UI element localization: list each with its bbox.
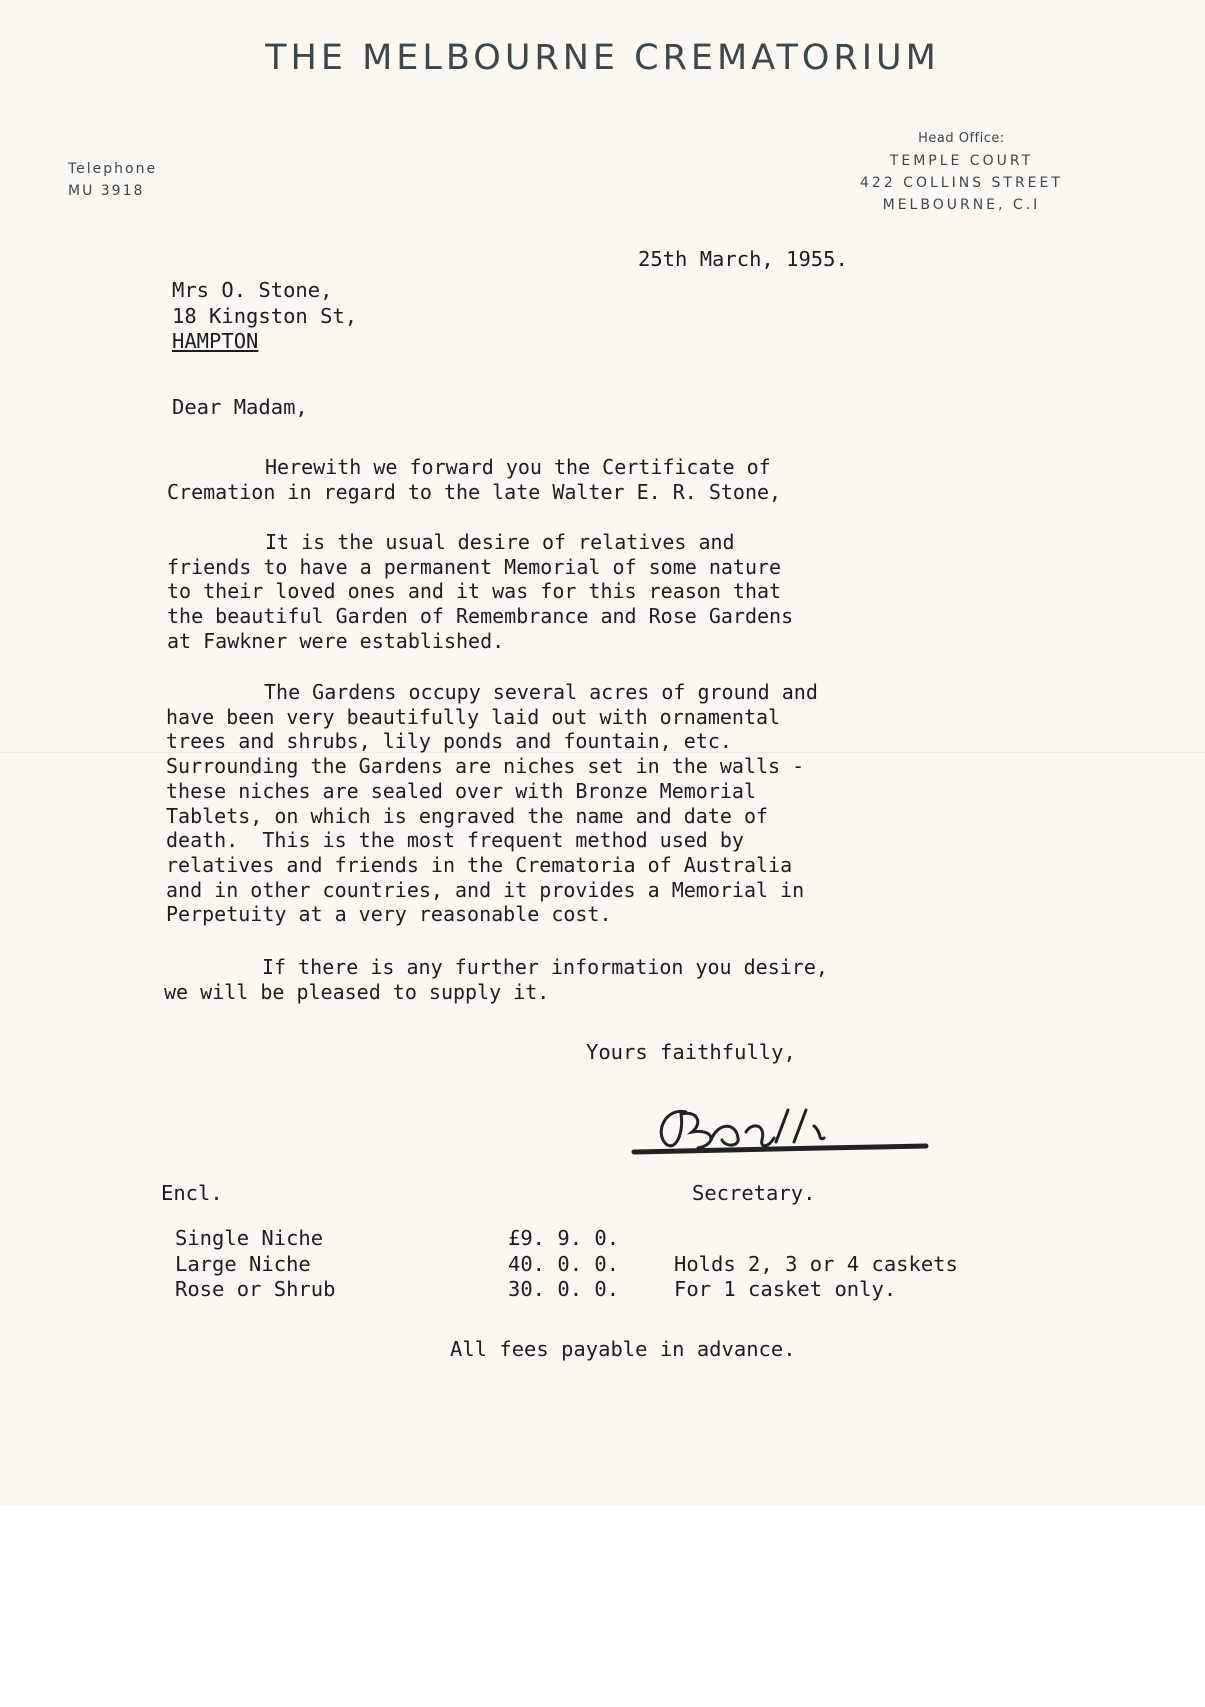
enclosure-label: Encl. <box>161 1181 223 1205</box>
paragraph-line: to their loved ones and it was for this reason that <box>167 579 782 604</box>
paragraph-line: have been very beautifully laid out with ornamental <box>166 704 781 729</box>
body-paragraph-4 <box>164 955 828 1004</box>
body-paragraph-1 <box>167 455 781 504</box>
paragraph-line: Cremation in regard to the late Walter E. R. Stone, <box>167 479 782 504</box>
fee-row <box>175 1252 958 1278</box>
fee-row <box>175 1277 958 1303</box>
paragraph-line: The Gardens occupy several acres of ground and <box>264 680 818 704</box>
fee-price: £9. 9. 0. <box>508 1226 620 1250</box>
paragraph-line: friends to have a permanent Memorial of some nature <box>167 554 782 579</box>
head-office-line: 422 COLLINS STREET <box>860 175 1063 191</box>
fee-price: 40. 0. 0. <box>508 1251 620 1276</box>
paragraph-line: trees and shrubs, lily ponds and fountain, etc. <box>166 729 732 754</box>
paragraph-line: at Fawkner were established. <box>167 628 505 653</box>
telephone-label: Telephone <box>68 161 158 177</box>
fee-price: 30. 0. 0. <box>508 1277 620 1301</box>
paragraph-line: Surrounding the Gardens are niches set in the walls - <box>166 754 805 779</box>
fee-item: Rose or Shrub <box>175 1277 336 1301</box>
paragraph-line: relatives and friends in the Crematoria of Australia <box>166 852 793 877</box>
paragraph-line: Perpetuity at a very reasonable cost. <box>166 902 612 927</box>
fee-item: Single Niche <box>175 1226 324 1250</box>
paragraph-line: the beautiful Garden of Remembrance and Rose Gardens <box>167 604 794 629</box>
paragraph-line: If there is any further information you desire, <box>262 955 828 979</box>
closing: Yours faithfully, <box>586 1040 796 1064</box>
footer-note: All fees payable in advance. <box>450 1337 796 1361</box>
telephone-block <box>68 158 157 202</box>
fee-note: For 1 casket only. <box>674 1277 897 1301</box>
paragraph-line: and in other countries, and it provides a Memorial in <box>166 877 805 902</box>
letter-date: 25th March, 1955. <box>638 247 848 271</box>
signatory-title: Secretary. <box>692 1181 816 1205</box>
paragraph-line: It is the usual desire of relatives and <box>265 530 735 554</box>
telephone-number: MU 3918 <box>68 183 145 199</box>
fee-note <box>674 1226 958 1252</box>
head-office-label: Head Office: <box>918 131 1005 146</box>
paragraph-line: these niches are sealed over with Bronze Memorial <box>166 778 757 803</box>
head-office-line: MELBOURNE, C.I <box>882 197 1041 213</box>
fee-row <box>175 1226 958 1252</box>
letterhead-title: THE MELBOURNE CREMATORIUM <box>265 38 940 78</box>
signature <box>626 1092 936 1162</box>
fee-schedule <box>175 1226 958 1303</box>
paragraph-line: we will be pleased to supply it. <box>164 979 550 1004</box>
fee-item: Large Niche <box>175 1251 311 1276</box>
body-paragraph-2 <box>167 530 793 654</box>
fee-note: Holds 2, 3 or 4 caskets <box>674 1251 958 1276</box>
head-office-line: TEMPLE COURT <box>889 153 1034 169</box>
recipient-street: 18 Kingston St, <box>172 303 358 328</box>
salutation: Dear Madam, <box>172 395 308 419</box>
paragraph-line: Tablets, on which is engraved the name and date of <box>166 803 769 828</box>
recipient-name: Mrs O. Stone, <box>172 278 333 302</box>
paragraph-line: Herewith we forward you the Certificate of <box>265 455 771 479</box>
body-paragraph-3 <box>166 680 818 927</box>
recipient-town: HAMPTON <box>172 329 259 353</box>
recipient-address <box>172 278 357 355</box>
paragraph-line: death. This is the most frequent method used by <box>166 828 744 853</box>
head-office-block <box>860 128 1063 216</box>
